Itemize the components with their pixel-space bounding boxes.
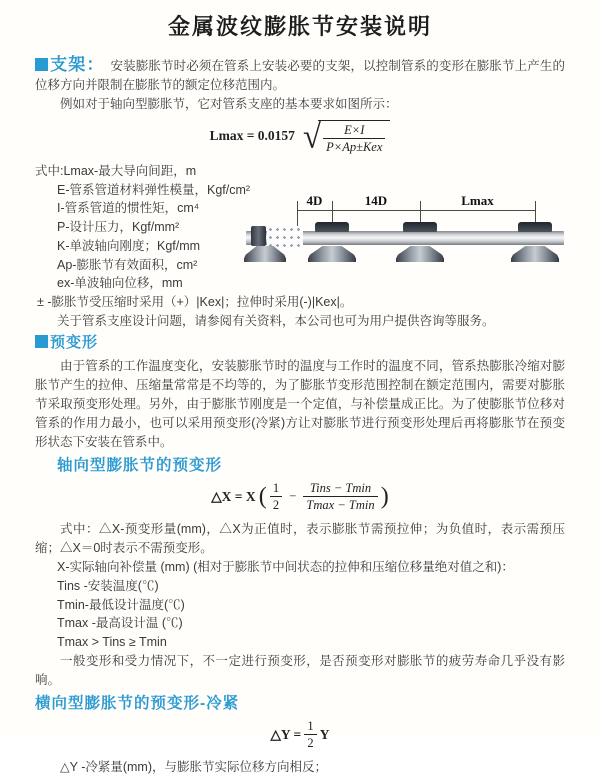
predeform-heading-label: 预变形 — [50, 334, 99, 352]
fraction-denominator: Tmax − Tmin — [306, 498, 375, 513]
pipe-support — [511, 222, 559, 262]
open-paren: ( — [258, 483, 267, 510]
definition-line: K-单波轴向刚度；Kgf/mm — [57, 238, 201, 253]
definition-line: E-管系管道材料弹性模量，Kgf/cm² — [57, 182, 251, 197]
definition-line: Tmax > Tins ≥ Tmin — [57, 635, 167, 650]
pipe-support-diagram — [244, 193, 574, 275]
support-section-heading — [35, 55, 105, 74]
fraction-denominator: P×Ap±Kex — [326, 140, 383, 154]
one-half-fraction — [304, 719, 316, 750]
support-consulting-note: 关于管系支座设计问题，请参阅有关资料，本公司也可为用户提供咨询等服务。 — [57, 313, 495, 328]
pipe-support — [396, 222, 444, 262]
definition-line: I-管系管道的惯性矩，cm⁴ — [57, 201, 200, 216]
support-base — [308, 246, 356, 262]
section-square-icon — [35, 58, 48, 71]
predeform-section-heading — [35, 333, 565, 353]
fraction-numerator: Tins − Tmin — [303, 481, 377, 497]
definition-line: Ap-膨胀节有效面积，cm² — [57, 257, 198, 272]
definition-line: Tmax -最高设计温 (℃) — [57, 616, 183, 631]
sqrt-radical — [303, 120, 390, 154]
definition-line: P-设计压力，Kgf/mm² — [57, 220, 180, 235]
formula-axial-lhs: △X = X — [211, 489, 256, 505]
formula-lateral-rhs: Y — [319, 726, 330, 742]
formula-axial-predeform — [35, 481, 565, 512]
definition-line: ± -膨胀节受压缩时采用（+）|Kex|；拉伸时采用(-)|Kex|。 — [37, 294, 353, 309]
definition-line: 式中:Lmax-最大导向间距，m — [35, 164, 197, 178]
definition-line: Tmin-最低设计温度(℃) — [57, 597, 185, 612]
support-heading-label: 支架： — [50, 55, 105, 74]
fixed-anchor-clamp — [251, 226, 266, 246]
support-clamp — [403, 222, 437, 232]
definition-line: X-实际轴向补偿量 (mm) (相对于膨胀节中间状态的拉伸和压缩位移量绝对值之和)： — [57, 560, 514, 575]
lateral-explain-line: △Y -冷紧量(mm)，与膨胀节实际位移方向相反； — [60, 759, 328, 774]
temperature-fraction — [303, 481, 377, 512]
formula-lmax-lhs: Lmax = 0.0157 — [209, 127, 295, 143]
axial-explain-paragraph: 式中：△X-预变形量(mm)，△X为正值时，表示膨胀节需预拉伸；为负值时，表示需预压缩；△X＝0时表示不需预变形。 — [35, 522, 565, 556]
definition-line: ex-单波轴向位移，mm — [57, 276, 183, 291]
radical-overline — [318, 120, 390, 154]
formula-lmax-fraction — [323, 123, 385, 154]
support-intro-text: 安装膨胀节时必须在管系上安装必要的支架，以控制管系的变形在膨胀节上产生的位移方向并限制在膨胀节的额定位移范围内。 — [35, 59, 565, 92]
formula-lmax — [35, 120, 565, 154]
support-example-line: 例如对于轴向型膨胀节，它对管系支座的基本要求如图所示： — [60, 97, 398, 111]
fraction-numerator: E×I — [323, 123, 385, 139]
section-square-icon — [35, 335, 48, 348]
fraction-numerator: 1 — [304, 719, 316, 735]
support-base — [396, 246, 444, 262]
formula-lateral-coldpull — [35, 719, 565, 750]
axial-definitions-list — [35, 558, 565, 652]
formula-lateral-lhs: △Y = — [270, 726, 302, 742]
support-intro-paragraph — [35, 55, 565, 95]
dimension-label-4d: 4D — [306, 193, 323, 208]
lateral-predeform-heading: 横向型膨胀节的预变形-冷紧 — [35, 694, 240, 712]
definition-line: Tins -安装温度(℃) — [57, 579, 159, 594]
dimension-label-lmax: Lmax — [461, 193, 494, 208]
pipe-support — [308, 222, 356, 262]
radical-sign-icon: √ — [303, 118, 322, 156]
support-base — [511, 246, 559, 262]
fraction-denominator: 2 — [307, 735, 314, 750]
minus-operator: − — [289, 489, 297, 504]
fraction-numerator: 1 — [270, 481, 282, 497]
close-paren: ) — [380, 483, 389, 510]
page-title: 金属波纹膨胀节安装说明 — [167, 14, 432, 39]
one-half-fraction — [270, 481, 282, 512]
axial-predeform-heading: 轴向型膨胀节的预变形 — [57, 457, 223, 475]
dimension-label-14d: 14D — [364, 193, 388, 208]
support-clamp — [315, 222, 349, 232]
support-clamp — [518, 222, 552, 232]
axial-note: 一般变形和受力情况下，不一定进行预变形，是否预变形对膨胀节的疲劳寿命几乎没有影响。 — [35, 653, 565, 687]
fraction-denominator: 2 — [272, 498, 280, 513]
predeform-paragraph: 由于管系的工作温度变化，安装膨胀节时的温度与工作时的温度不同，管系热膨胀冷缩对膨胀节产生的拉伸、压缩量常常是不均等的，为了膨胀节变形范围控制在额定范围内，需要对膨胀节采取预变形处理。另外，由于膨胀节刚度是一个定值，与补偿量成正比。为了使膨胀节位移对管系的作用力最小，也可以采用预变形(冷紧)方让对膨胀节进行预变形处理后再将膨胀节在预变形状态下安装在管系中。 — [35, 359, 565, 450]
